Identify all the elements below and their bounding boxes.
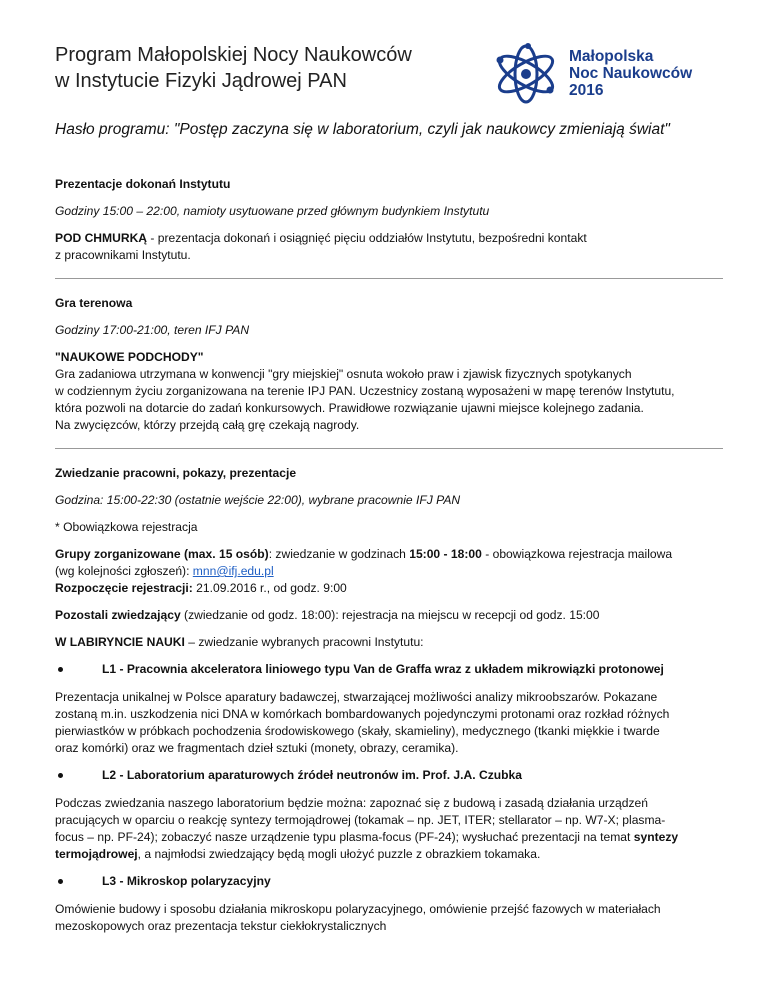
bullet-icon [58, 879, 63, 884]
list-item-l1: L1 - Pracownia akceleratora liniowego typu Van de Graffa wraz z układem mikrowiązki protonowej [55, 661, 725, 678]
event-logo [491, 42, 731, 104]
logo-year: 2016 [569, 82, 604, 99]
pod-chmurka-label: POD CHMURKĄ [55, 231, 148, 245]
game-title: "NAUKOWE PODCHODY" [55, 350, 204, 364]
bullet-icon [58, 667, 63, 672]
labyrinth-intro: W LABIRYNCIE NAUKI – zwiedzanie wybranych pracowni Instytutu: [55, 635, 424, 649]
list-item-l2: L2 - Laboratorium aparaturowych źródeł neutronów im. Prof. J.A. Czubka [55, 767, 725, 784]
section-time-labs: Godzina: 15:00-22:30 (ostatnie wejście 22:00), wybrane pracownie IFJ PAN [55, 493, 461, 507]
lab-description-l3: Omówienie budowy i sposobu działania mikroskopu polaryzacyjnego, omówienie przejść fazowych w materiałach mezoskopowych oraz prezentacja tekstur ciekłokrystalicznych [55, 902, 661, 933]
title-line-1: Program Małopolskiej Nocy Naukowców [55, 44, 412, 66]
title-line-2: w Instytucie Fizyki Jądrowej PAN [55, 70, 347, 92]
header [55, 42, 735, 112]
other-visitors: Pozostali zwiedzający (zwiedzanie od godz. 18:00): rejestracja na miejscu w recepcji od godz. 15:00 [55, 608, 600, 622]
section-text-presentations: POD CHMURKĄ - prezentacja dokonań i osiągnięć pięciu oddziałów Instytutu, bezpośredni kontakt z pracownikami Instytutu. [55, 231, 587, 262]
list-item-l3: L3 - Mikroskop polaryzacyjny [55, 873, 725, 890]
bullet-icon [58, 773, 63, 778]
registration-note: * Obowiązkowa rejestracja [55, 520, 198, 534]
atom-icon [491, 42, 561, 104]
section-divider [55, 448, 723, 449]
section-heading-presentations: Prezentacje dokonań Instytutu [55, 177, 231, 191]
lab-description-l2: Podczas zwiedzania naszego laboratorium będzie można: zapoznać się z budową i zasadą działania urządzeń pracujących w oparciu o reakcję syntezy termojądrowej (tokamak – np. JET, ITER; stellarator – np. W7-X; plasma- focus – np. PF-24); zobaczyć nasze urządzenie typu plasma-focus (PF-24); wysłuchać prezentacji na temat syntezy termojądrowej, a najmłodsi zwiedzający będą mogli ułożyć puzzle z obrazkiem tokamaka. [55, 796, 679, 861]
section-text-field-game: "NAUKOWE PODCHODY" Gra zadaniowa utrzymana w konwencji "gry miejskiej" osnuta wokoło praw i zjawisk fizycznych spotykanych w codziennym życiu zorganizowana na terenie IPJ PAN. Uczestnicy zostaną wyposażeni w mapę terenów Instytutu, która pozwoli na dotarcie do zadań konkursowych. Prawidłowe rozwiązanie ujawni miejsce kolejnego zadania. Na zwycięzców, którzy przejdą całą grę czekają nagrody. [55, 350, 675, 432]
lab-description-l1: Prezentacja unikalnej w Polsce aparatury badawczej, stwarzającej możliwości analizy mikroobszarów. Pokazane zostaną m.in. uszkodzenia nici DNA w komórkach bombardowanych pojedynczymi protonami oraz rozkład różnych pierwiastków w próbkach pochodzenia środowiskowego (skały, skamieliny), medycznego (tkanki miękkie i twarde oraz komórki) oraz we fragmentach dzieł sztuki (monety, obrazy, ceramika). [55, 690, 670, 755]
logo-line-1: Małopolska [569, 48, 654, 65]
section-heading-labs: Zwiedzanie pracowni, pokazy, prezentacje [55, 466, 297, 480]
program-content [55, 176, 725, 945]
section-divider [55, 278, 723, 279]
section-time-field-game: Godziny 17:00-21:00, teren IFJ PAN [55, 323, 250, 337]
program-slogan: Hasło programu: "Postęp zaczyna się w laboratorium, czyli jak naukowcy zmieniają świat" [55, 121, 670, 138]
section-time-presentations: Godziny 15:00 – 22:00, namioty usytuowane przed głównym budynkiem Instytutu [55, 204, 490, 218]
logo-line-2: Noc Naukowców [569, 65, 693, 82]
logo-text [569, 48, 692, 99]
document-title [55, 42, 412, 94]
groups-registration: Grupy zorganizowane (max. 15 osób): zwiedzanie w godzinach 15:00 - 18:00 - obowiązkowa rejestracja mailowa (wg kolejności zgłoszeń): mnn@ifj.edu.pl Rozpoczęcie rejestracji: 21.09.2016 r., od godz. 9:00 [55, 547, 673, 595]
email-link[interactable]: mnn@ifj.edu.pl [192, 564, 274, 578]
section-heading-field-game: Gra terenowa [55, 296, 133, 310]
